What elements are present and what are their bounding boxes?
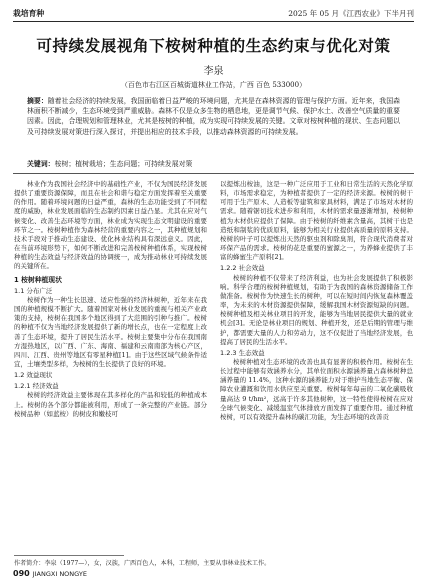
running-header <box>13 6 414 20</box>
paragraph-1-2-2: 桉树的种植不仅带来了经济利益，也为社会发展提供了积极影响。科学合理的桉树种植规划，有助于为我国的森林资源储备工作做准备。桉树作为快速生长的树种，可以在短时间内恢复森林覆盖率，为未来的木材资源提供保障，缓解我国木材资源短缺的问题。桉树种植及相关林业项目的开发，能够为当地居民提供大量的就业机会[3]。无论是林业项目的规划、种植开发，还是后期的管理与维护，都需要大量的人力和劳动力，这不仅促进了当地经济发展，也提高了居民的生活水平。 <box>220 273 413 346</box>
abstract-label: 摘要： <box>27 97 48 105</box>
subsection-heading-1-2-1: 1.2.1 经济效益 <box>14 382 59 391</box>
affiliation: （百色市右江区百城街道林业工作站，广西 百色 533000） <box>120 81 307 89</box>
paper-title: 可持续发展视角下桉树种植的生态约束与优化对策 <box>36 37 391 55</box>
header-rule <box>13 21 414 22</box>
right-column <box>220 180 413 422</box>
journal-name-en: JIANGXI NONGYE <box>32 570 87 578</box>
section-label: 栽培育种 <box>13 8 45 18</box>
keywords-text: 桉树；植树栽培；生态问题；可持续发展对策 <box>54 160 193 168</box>
paragraph-1-2-3: 桉树种植对生态环境的改善也具有显著的积极作用。桉树在生长过程中能够有效涵养水分，其单位面积水源涵养量占森林树种总涵养量的 11.4%，这种水源的涵养能力对于维护当地生态平衡、保障农业灌溉和饮用水供应至关重要。桉树每年每亩的二氧化碳吸收量高达 9 t/hm²，远高于许多其他树种，这一特性使得桉树在应对全球气候变化、减缓温室气体排放方面发挥了重要作用。通过种植桉树，可以有效提升森林的碳汇功能，为生态环境的改善贡 <box>220 357 413 421</box>
subsection-heading-1-2-2: 1.2.2 社会效益 <box>220 264 265 273</box>
intro-paragraph: 林业作为我国社会经济中的基础性产业，不仅为国民经济发展提供了重要资源保障，而且在社会和谐与稳定方面发挥着至关重要的作用。随着环境问题的日益严重，森林的生态功能受到了不同程度的威胁，林业发展面临的生态制约因素日益凸显。尤其在应对气候变化、改善生态环境等方面，林业成为实现生态文明建设的重要环节之一。桉树种植作为森林经营的重要内容之一，其种植规划和技术手段对于推动生态建设、优化林业结构具有深远意义。因此，在当前环境形势下，如何不断改进和完善桉树种植体系，实现桉树种植的生态效益与经济效益的协调统一，成为推动林业可持续发展的关键所在。 <box>14 180 207 271</box>
abstract <box>27 96 400 137</box>
page-number: 090 <box>13 569 30 578</box>
subsection-heading-1-1: 1.1 分布广泛 <box>14 286 53 295</box>
subsection-heading-1-2: 1.2 效益现状 <box>14 371 53 380</box>
section-heading-1: 1 桉树种植现状 <box>14 275 62 284</box>
page-footer <box>13 569 87 578</box>
paragraph-1-1: 桉树作为一种生长迅速、适应性强的经济林树种，近年来在我国的种植规模不断扩大。随着国家对林业发展的重视与相关产业政策的支持，桉树在我国多个地区得到了大范围的引种与推广。桉树的种植不仅为当地经济发展提供了新的增长点，也在一定程度上改善了生态环境，提升了居民生活水平。桉树主要集中分布在我国南方湿热地区，以广西、广东、海南、福建和云南南部为核心产区，四川、江西、贵州等地区有零星种植[1]。由于这些区域气候条件适宜，土壤类型多样，为桉树的生长提供了良好的环境。 <box>14 295 207 368</box>
author-footnote: 作者简介：李泉（1977—），女，汉族，广西百色人，本科，工程师，主要从事林业技术工作。 <box>14 560 271 567</box>
keywords <box>27 158 400 168</box>
keywords-label: 关键词： <box>27 160 55 168</box>
author-name: 李泉 <box>203 66 224 77</box>
paragraph-continued: 以提炼出桉油，这是一种广泛应用于工业和日常生活的天然化学原料，市场需求稳定，为种植者提供了一定的经济来源。桉树的树干可用于生产原木、人造板等建筑和家具材料，满足了市场对木材的需求。随着锯切技术进步和利用，木材的需求量逐渐增加，桉树种植为木材供应提供了保障。由于桉树的纤维素含量高，其树干也是造纸和制浆的优质原料，能够为相关行业提供高质量的原料支持。桉树的叶子可以提炼出天然的驱虫剂和除臭剂，符合现代消费者对环保产品的需求。桉树的花是重要的蜜源之一，为养蜂业提供了丰富的蜂蜜生产原料[2]。 <box>220 180 413 262</box>
paragraph-1-2-1: 桉树的经济效益主要体现在其多样化的产品和较低的种植成本上。桉树的各个部分都能被利用，形成了一条完整的产业链。部分桉树品种（如蓝桉）的树皮和嫩枝可 <box>14 391 207 418</box>
footnote-rule <box>14 555 124 556</box>
issue-label: 2025 年 05 月《江西农业》下半月刊 <box>288 8 414 18</box>
left-column <box>14 180 207 419</box>
body-rule <box>13 173 414 174</box>
subsection-heading-1-2-3: 1.2.3 生态效益 <box>220 348 265 357</box>
abstract-text: 随着社会经济的持续发展，我国面临着日益严峻的环境问题，尤其是在森林资源的管理与保护方面。近年来，我国森林面积不断减少，生态环境受到严重威胁。森林不仅是众多生物的栖息地，更是调节气候、保护水土、改善空气质量的重要因素。因此，合理规划和管理林业，尤其是桉树的种植，成为实现可持续发展的关键。文章对桉树种植的现状、生态问题以及可持续发展对策进行深入探讨，并提出相应的技术手段，以推动森林资源的可持续发展。 <box>27 97 401 136</box>
